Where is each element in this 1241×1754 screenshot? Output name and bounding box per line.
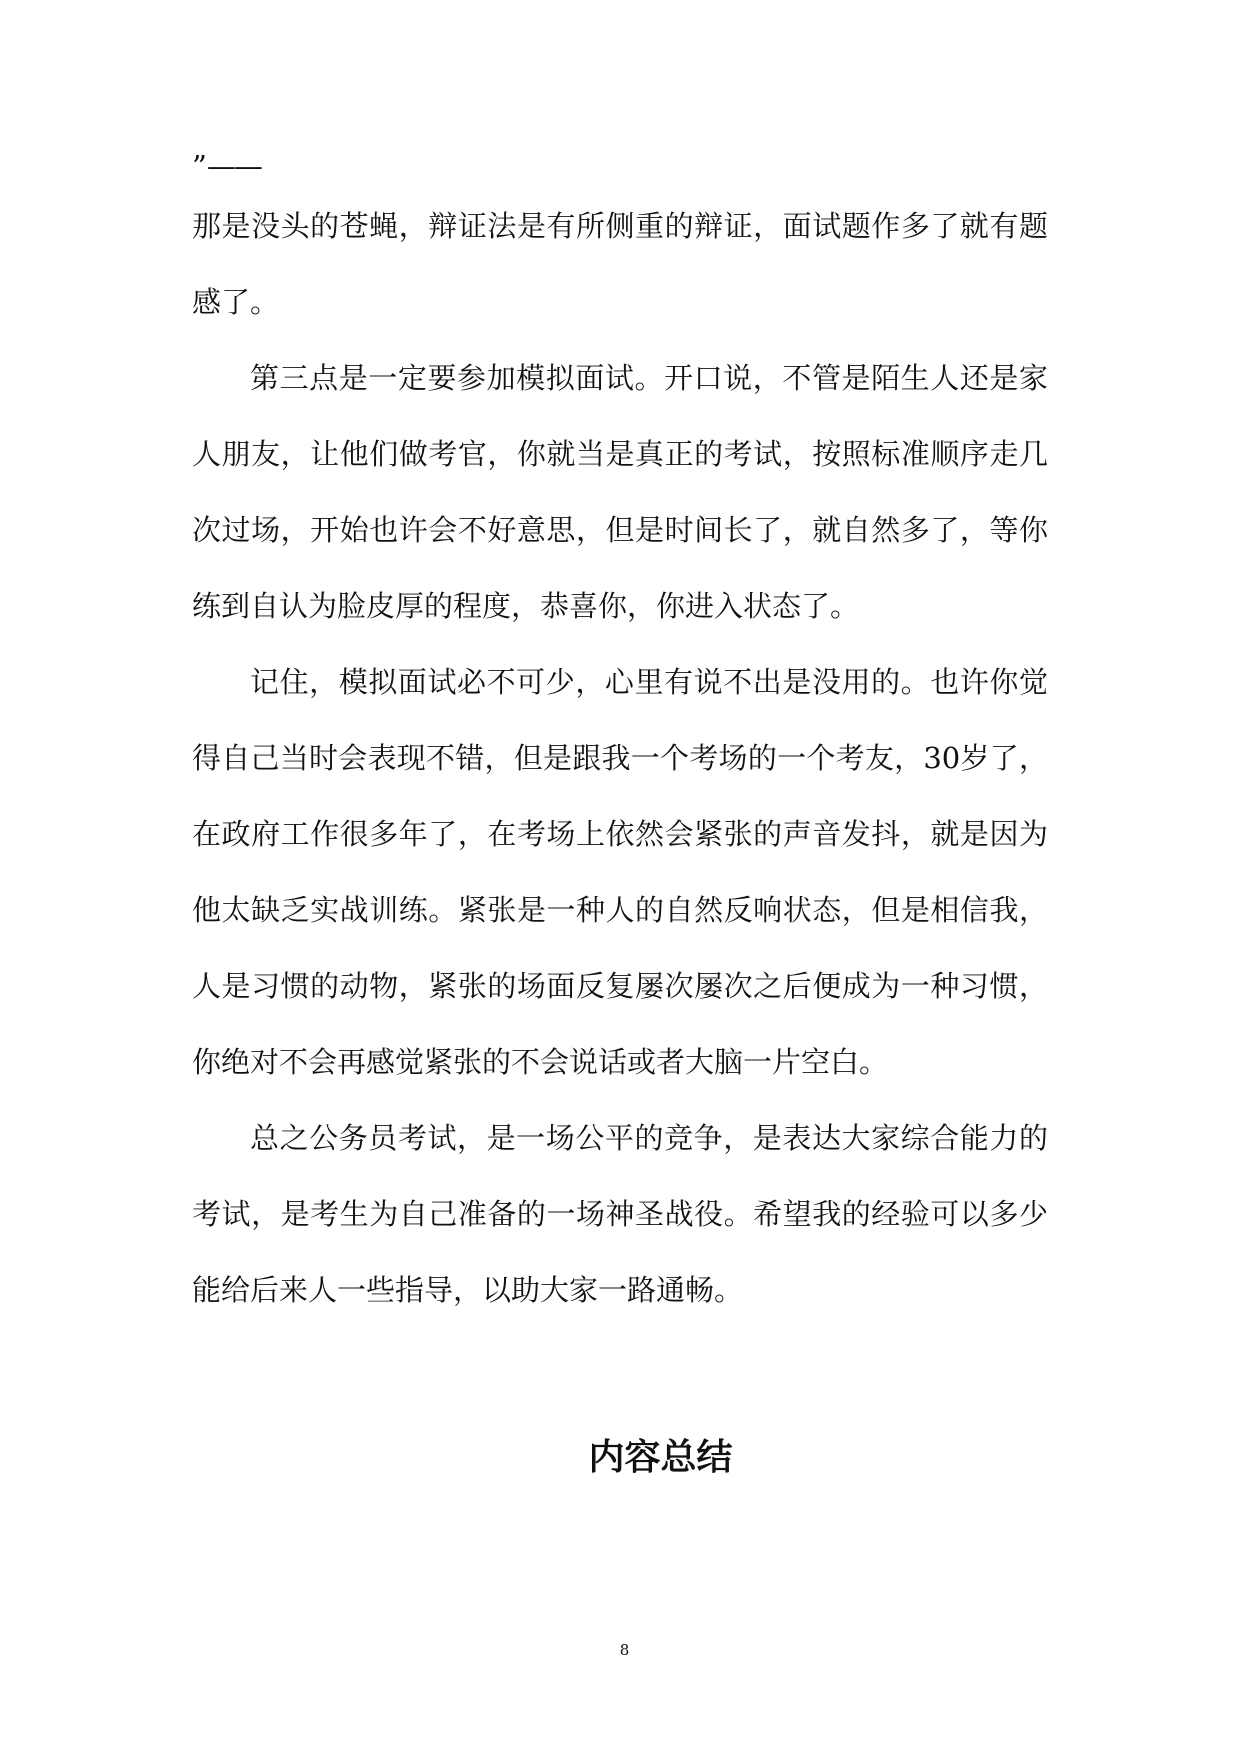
page-number: 8 bbox=[619, 1641, 630, 1659]
paragraph-line: 能给后来人一些指导，以助大家一路通畅。 bbox=[192, 1273, 744, 1307]
paragraph-line: 得自己当时会表现不错，但是跟我一个考场的一个考友，30岁了， bbox=[192, 741, 1048, 775]
leading-quote-fragment bbox=[192, 146, 261, 186]
paragraph-line: 练到自认为脸皮厚的程度，恭喜你，你进入状态了。 bbox=[192, 589, 860, 623]
paragraph-2 bbox=[192, 340, 1048, 644]
paragraph-line: 你绝对不会再感觉紧张的不会说话或者大脑一片空白。 bbox=[192, 1045, 889, 1079]
paragraph-1 bbox=[192, 188, 1048, 340]
paragraph-line: 第三点是一定要参加模拟面试。开口说，不管是陌生人还是家 bbox=[250, 361, 1048, 395]
section-heading: 内容总结 bbox=[588, 1437, 733, 1478]
paragraph-line: 感了。 bbox=[192, 285, 280, 319]
paragraph-line: 人是习惯的动物，紧张的场面反复屡次屡次之后便成为一种习惯， bbox=[192, 969, 1048, 1003]
paragraph-line: 记住，模拟面试必不可少，心里有说不出是没用的。也许你觉 bbox=[250, 665, 1048, 699]
paragraph-line: 次过场，开始也许会不好意思，但是时间长了，就自然多了，等你 bbox=[192, 513, 1048, 547]
paragraph-line: 那是没头的苍蝇，辩证法是有所侧重的辩证，面试题作多了就有题 bbox=[192, 209, 1048, 243]
paragraph-line: 总之公务员考试，是一场公平的竞争，是表达大家综合能力的 bbox=[250, 1121, 1048, 1155]
dash-text: —— bbox=[206, 149, 261, 183]
paragraph-3 bbox=[192, 644, 1048, 1100]
paragraph-4 bbox=[192, 1100, 1048, 1328]
body-text bbox=[192, 188, 1048, 1328]
paragraph-line: 他太缺乏实战训练。紧张是一种人的自然反响状态，但是相信我， bbox=[192, 893, 1048, 927]
paragraph-line: 考试，是考生为自己准备的一场神圣战役。希望我的经验可以多少 bbox=[192, 1197, 1048, 1231]
closing-quote-mark: ” bbox=[192, 149, 207, 183]
paragraph-line: 人朋友，让他们做考官，你就当是真正的考试，按照标准顺序走几 bbox=[192, 437, 1048, 471]
paragraph-line: 在政府工作很多年了，在考场上依然会紧张的声音发抖，就是因为 bbox=[192, 817, 1048, 851]
